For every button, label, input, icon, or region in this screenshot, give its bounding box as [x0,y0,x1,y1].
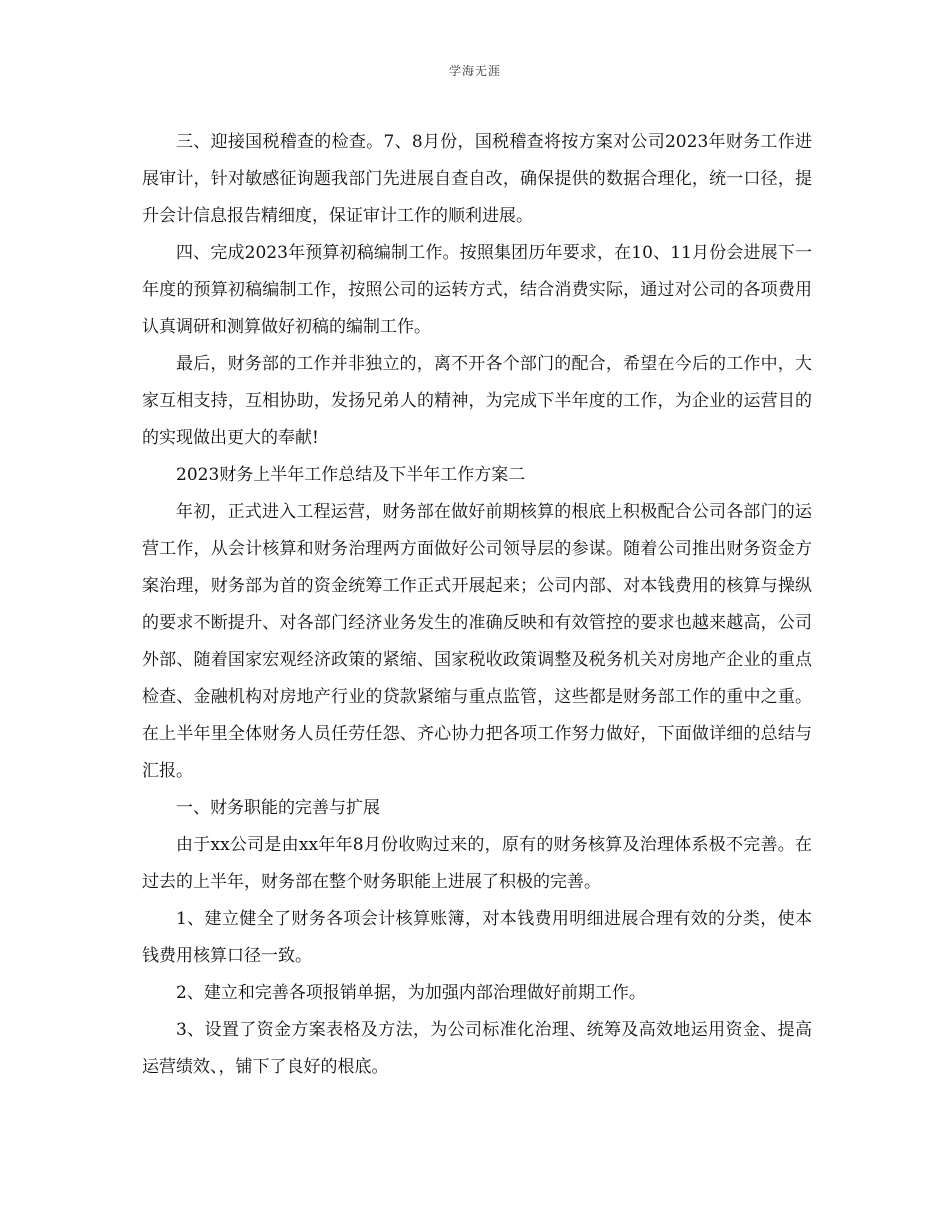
paragraph-conclusion: 最后，财务部的工作并非独立的，离不开各个部门的配合，希望在今后的工作中，大家互相支持，互相协助，发扬兄弟人的精神，为完成下半年度的工作，为企业的运营目的的实现做出更大的奉献! [142,354,812,448]
document-body [142,124,812,1086]
paragraph-tax-audit: 三、迎接国税稽查的检查。7、8月份，国税稽查将按方案对公司2023年财务工作进展审计，针对敏感征询题我部门先进展自查自改，确保提供的数据合理化，统一口径，提升会计信息报告精细度，保证审计工作的顺利进展。 [142,132,812,226]
section-title: 2023财务上半年工作总结及下半年工作方案二 [176,465,526,485]
list-item-1: 1、建立健全了财务各项会计核算账簿，对本钱费用明细进展合理有效的分类，使本钱费用核算口径一致。 [142,909,812,966]
list-item-3: 3、设置了资金方案表格及方法，为公司标准化治理、统筹及高效地运用资金、提高运营绩效、，铺下了良好的根底。 [142,1020,812,1077]
paragraph-background: 由于xx公司是由xx年年8月份收购过来的，原有的财务核算及治理体系极不完善。在过去的上半年，财务部在整个财务职能上进展了积极的完善。 [142,835,812,892]
paragraph-intro: 年初，正式进入工程运营，财务部在做好前期核算的根底上积极配合公司各部门的运营工作，从会计核算和财务治理两方面做好公司领导层的参谋。随着公司推出财务资金方案治理，财务部为首的资金统筹工作正式开展起来；公司内部、对本钱费用的核算与操纵的要求不断提升、对各部门经济业务发生的准确反映和有效管控的要求也越来越高，公司外部、随着国家宏观经济政策的紧缩、国家税收政策调整及税务机关对房地产企业的重点检查、金融机构对房地产行业的贷款紧缩与重点监管，这些都是财务部工作的重中之重。在上半年里全体财务人员任劳任怨、齐心协力把各项工作努力做好，下面做详细的总结与汇报。 [142,502,812,781]
list-item-2: 2、建立和完善各项报销单据，为加强内部治理做好前期工作。 [176,983,646,1003]
subsection-heading: 一、财务职能的完善与扩展 [176,798,380,818]
page-header: 学海无涯 [448,64,501,78]
paragraph-budget-draft: 四、完成2023年预算初稿编制工作。按照集团历年要求，在10、11月份会进展下一年度的预算初稿编制工作，按照公司的运转方式，结合消费实际，通过对公司的各项费用认真调研和测算做好初稿的编制工作。 [142,243,812,337]
